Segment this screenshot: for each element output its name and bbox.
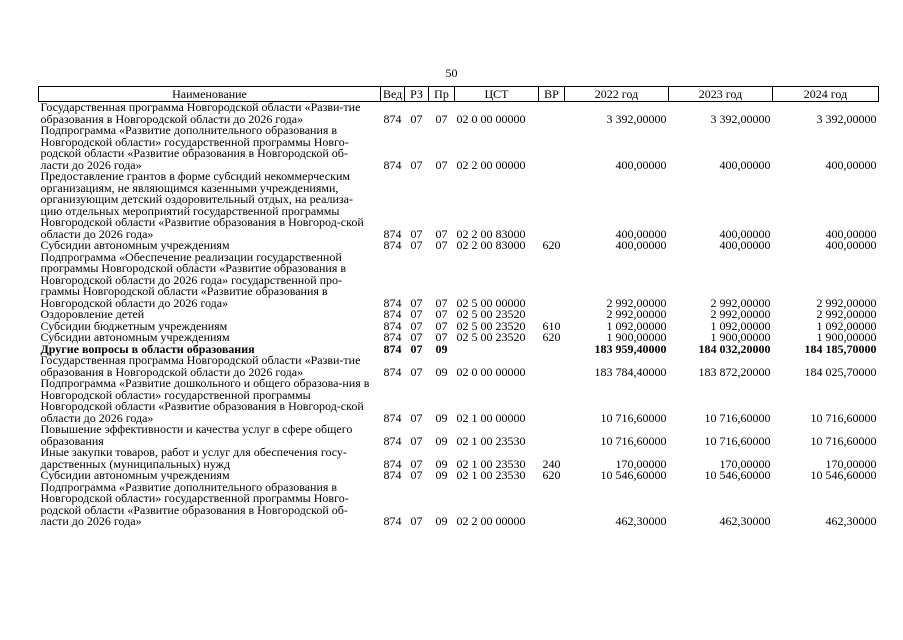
cell-2024: 184 185,70000: [804, 341, 877, 356]
cell-vr: [539, 171, 565, 240]
cell-2023: 400,00000: [719, 238, 771, 252]
cell-name: Другие вопросы в области образования: [40, 341, 255, 356]
cell-vr: 620: [542, 238, 561, 252]
cell-ved: 874: [383, 514, 402, 528]
cell-2024: 2 992,00000: [816, 295, 877, 310]
cell-cst: 02 5 00 00000: [456, 295, 526, 310]
cell-vr: [539, 344, 565, 356]
cell-name: Субсидии автономным учреждениям: [40, 238, 230, 252]
cell-2023: 2 992,00000: [710, 307, 771, 321]
cell-2023: 10 546,60000: [704, 468, 771, 482]
cell-rz: 07: [410, 111, 423, 126]
cell-vr: 620: [542, 330, 561, 344]
cell-2022: 1 092,00000: [606, 318, 667, 333]
table-row: [39, 252, 879, 310]
cell-2022: 183 959,40000: [594, 341, 667, 356]
cell-name: Оздоровление детей: [40, 307, 145, 321]
header-vr: ВР: [539, 87, 565, 102]
cell-2022: 400,00000: [615, 157, 667, 172]
table-row: [39, 171, 879, 240]
cell-pr: 09: [435, 410, 448, 425]
cell-2022: 2 992,00000: [606, 307, 667, 321]
cell-2023: 1 092,00000: [710, 318, 771, 333]
cell-cst: 02 5 00 23520: [456, 318, 526, 333]
cell-pr: 07: [435, 111, 448, 126]
cell-cst: 02 2 00 00000: [456, 514, 526, 528]
cell-2023: 184 032,20000: [698, 341, 771, 356]
cell-cst: 02 1 00 23530: [456, 456, 526, 471]
cell-name: Повышение эффективности и качества услуг в сфере общего образования: [40, 422, 353, 448]
cell-rz: 07: [410, 295, 423, 310]
cell-name: Предоставление грантов в форме субсидий некоммерческим организациям, не являющимся казенными учреждениями, организующим детский оздоровительный отдых, на реализа-цию отдельных мероприятий государственной программы Новгородской области «Развитие образования в Новгород-ской области до 2026 года»: [40, 169, 364, 241]
cell-2022: 10 716,60000: [600, 433, 667, 448]
cell-2024: 10 546,60000: [810, 468, 877, 482]
cell-2023: 400,00000: [719, 157, 771, 172]
cell-pr: 07: [435, 238, 448, 252]
cell-name: Субсидии автономным учреждениям: [40, 330, 230, 344]
cell-rz: 07: [410, 307, 423, 321]
cell-cst: 02 2 00 83000: [456, 226, 526, 241]
cell-ved: 874: [383, 410, 402, 425]
cell-2024: 400,00000: [825, 238, 877, 252]
cell-2024: 170,00000: [825, 456, 877, 471]
cell-rz: 07: [410, 238, 423, 252]
cell-pr: 07: [435, 318, 448, 333]
cell-2022: 10 716,60000: [600, 410, 667, 425]
cell-2024: 3 392,00000: [816, 111, 877, 126]
cell-rz: 07: [410, 456, 423, 471]
budget-table: [38, 86, 879, 528]
cell-pr: 07: [435, 307, 448, 321]
cell-2022: 462,30000: [615, 514, 667, 528]
cell-name: Субсидии автономным учреждениям: [40, 468, 230, 482]
cell-vr: 620: [542, 468, 561, 482]
cell-pr: 09: [435, 364, 448, 379]
cell-2022: 400,00000: [615, 226, 667, 241]
cell-ved: 874: [383, 226, 402, 241]
cell-name: Подпрограмма «Развитие дошкольного и общего образова-ния в Новгородской области» государственной программы Новгородской области «Развитие образования в Новгород-ской области до 2026 года»: [40, 376, 370, 425]
cell-2023: 10 716,60000: [704, 433, 771, 448]
cell-ved: 874: [383, 295, 402, 310]
cell-name: Государственная программа Новгородской области «Разви-тие образования в Новгородской области до 2026 года»: [40, 100, 361, 126]
table-row: [39, 424, 879, 447]
cell-2024: 400,00000: [825, 157, 877, 172]
cell-pr: 09: [435, 433, 448, 448]
cell-pr: 07: [435, 226, 448, 241]
cell-vr: [539, 424, 565, 447]
page-number: 50: [445, 66, 458, 80]
cell-pr: 09: [435, 456, 448, 471]
cell-rz: 07: [410, 514, 423, 528]
cell-vr: [539, 378, 565, 424]
header-2023: 2023 год: [669, 87, 773, 102]
cell-cst: 02 5 00 23520: [456, 307, 526, 321]
cell-cst: 02 1 00 23530: [456, 433, 526, 448]
cell-pr: 07: [435, 157, 448, 172]
cell-cst: 02 1 00 23530: [456, 468, 526, 482]
cell-rz: 07: [410, 410, 423, 425]
cell-rz: 07: [410, 364, 423, 379]
cell-ved: 874: [383, 330, 402, 344]
table-row: [39, 378, 879, 424]
cell-name: Подпрограмма «Развитие дополнительного образования в Новгородской области» государственной программы Новго-родской области «Развитие образования в Новгородской об-ласти до 2026 года»: [40, 479, 349, 528]
cell-2023: 10 716,60000: [704, 410, 771, 425]
cell-ved: 874: [383, 468, 402, 482]
cell-pr: 09: [435, 341, 448, 356]
cell-vr: 610: [542, 318, 561, 333]
cell-2023: 170,00000: [719, 456, 771, 471]
cell-2022: 170,00000: [615, 456, 667, 471]
cell-2024: 400,00000: [825, 226, 877, 241]
cell-2023: 400,00000: [719, 226, 771, 241]
cell-2023: 183 872,20000: [698, 364, 771, 379]
cell-rz: 07: [410, 330, 423, 344]
table-row: [39, 482, 879, 528]
cell-2024: 1 092,00000: [816, 318, 877, 333]
cell-ved: 874: [383, 111, 402, 126]
cell-cst: 02 5 00 23520: [456, 330, 526, 344]
cell-rz: 07: [410, 468, 423, 482]
cell-name: Иные закупки товаров, работ и услуг для обеспечения госу-дарственных (муниципальных) нужд: [40, 445, 347, 471]
cell-pr: 07: [435, 330, 448, 344]
cell-rz: 07: [410, 318, 423, 333]
cell-2024: 462,30000: [825, 514, 877, 528]
cell-2024: 1 900,00000: [816, 330, 877, 344]
cell-2022: 1 900,00000: [606, 330, 667, 344]
header-rz: РЗ: [405, 87, 429, 102]
cell-ved: 874: [383, 157, 402, 172]
cell-2024: 2 992,00000: [816, 307, 877, 321]
cell-2023: 1 900,00000: [710, 330, 771, 344]
cell-2023: 3 392,00000: [710, 111, 771, 126]
cell-cst: 02 0 00 00000: [456, 111, 526, 126]
header-cst: ЦСТ: [455, 87, 539, 102]
header-2022: 2022 год: [565, 87, 669, 102]
cell-name: Субсидии бюджетным учреждениям: [40, 318, 228, 333]
cell-cst: 02 1 00 00000: [456, 410, 526, 425]
cell-2023: 2 992,00000: [710, 295, 771, 310]
table-row: [39, 355, 879, 378]
cell-2024: 10 716,60000: [810, 433, 877, 448]
header-name: Наименование: [39, 87, 381, 102]
cell-ved: 874: [383, 238, 402, 252]
cell-pr: 09: [435, 514, 448, 528]
table-row: [39, 125, 879, 171]
cell-ved: 874: [383, 364, 402, 379]
cell-vr: 240: [542, 456, 561, 471]
cell-ved: 874: [383, 456, 402, 471]
cell-2022: 10 546,60000: [600, 468, 667, 482]
cell-name: Подпрограмма «Обеспечение реализации государственной программы Новгородской области «Развитие образования в Новгородской области до 2026 года» государственной про-граммы Новгородской области «Развитие образования в Новгородской области до 2026 года»: [40, 249, 347, 310]
cell-2024: 10 716,60000: [810, 410, 877, 425]
cell-cst: [455, 344, 539, 356]
cell-rz: 07: [410, 157, 423, 172]
table-row: [39, 447, 879, 470]
cell-2022: 400,00000: [615, 238, 667, 252]
header-2024: 2024 год: [773, 87, 879, 102]
cell-cst: 02 2 00 00000: [456, 157, 526, 172]
cell-pr: 09: [435, 468, 448, 482]
cell-vr: [539, 355, 565, 378]
cell-vr: [539, 102, 565, 126]
cell-ved: 874: [383, 433, 402, 448]
cell-rz: 07: [410, 226, 423, 241]
cell-ved: 874: [383, 341, 402, 356]
header-ved: Вед: [381, 87, 405, 102]
cell-2022: 3 392,00000: [606, 111, 667, 126]
cell-rz: 07: [410, 433, 423, 448]
table-row: [39, 102, 879, 126]
cell-pr: 07: [435, 295, 448, 310]
cell-2023: 462,30000: [719, 514, 771, 528]
cell-vr: [539, 125, 565, 171]
cell-cst: 02 0 00 00000: [456, 364, 526, 379]
cell-name: Государственная программа Новгородской области «Разви-тие образования в Новгородской области до 2026 года»: [40, 353, 361, 379]
cell-cst: 02 2 00 83000: [456, 238, 526, 252]
cell-vr: [539, 252, 565, 310]
cell-2022: 183 784,40000: [594, 364, 667, 379]
cell-2024: 184 025,70000: [804, 364, 877, 379]
cell-2022: 2 992,00000: [606, 295, 667, 310]
header-pr: Пр: [429, 87, 455, 102]
cell-vr: [539, 482, 565, 528]
cell-ved: 874: [383, 307, 402, 321]
cell-ved: 874: [383, 318, 402, 333]
cell-name: Подпрограмма «Развитие дополнительного образования в Новгородской области» государственной программы Новго-родской области «Развитие образования в Новгородской об-ласти до 2026 года»: [40, 123, 349, 172]
cell-rz: 07: [410, 341, 423, 356]
